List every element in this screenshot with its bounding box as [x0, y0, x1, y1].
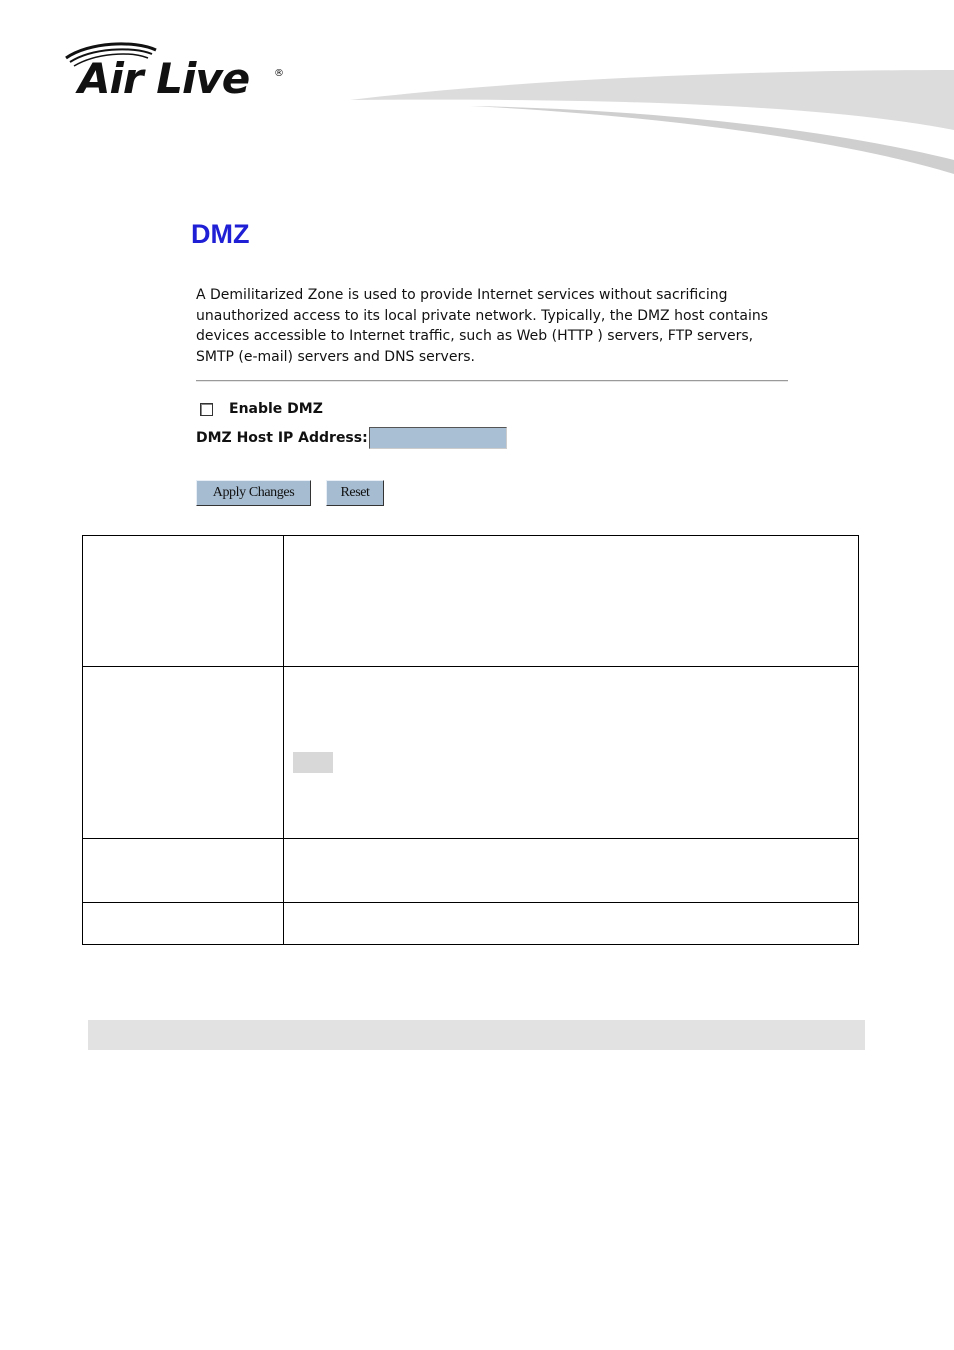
- dmz-host-row: [196, 425, 507, 451]
- dmz-host-ip-label: DMZ Host IP Address:: [196, 430, 368, 446]
- table-row: [83, 536, 859, 667]
- dmz-host-ip-input[interactable]: [369, 427, 507, 449]
- table-cell-description: [284, 536, 859, 667]
- apply-changes-button[interactable]: Apply Changes: [196, 480, 311, 506]
- divider: [196, 380, 788, 382]
- table-row: [83, 667, 859, 839]
- airlive-logo: [64, 40, 294, 110]
- table-row: [83, 903, 859, 945]
- enable-dmz-row: [200, 399, 323, 419]
- table-cell-description: [284, 667, 859, 839]
- table-cell-label: [83, 536, 284, 667]
- table-row: [83, 839, 859, 903]
- enable-dmz-checkbox[interactable]: [200, 403, 213, 416]
- section-heading-bar: [88, 1020, 865, 1050]
- table-cell-description: [284, 839, 859, 903]
- reset-button[interactable]: Reset: [326, 480, 384, 506]
- registered-mark: ®: [274, 68, 284, 79]
- enable-dmz-label: Enable DMZ: [229, 401, 323, 417]
- table-cell-label: [83, 903, 284, 945]
- table-cell-label: [83, 839, 284, 903]
- header-swoosh-graphic: [350, 64, 954, 176]
- dmz-description: A Demilitarized Zone is used to provide Internet services without sacrificing unauthorized access to its local private network. Typically, the DMZ host contains devices accessible to Internet traffic, such as Web (HTTP ) servers, FTP servers, SMTP (e-mail) servers and DNS servers.: [196, 287, 769, 365]
- table-cell-label: [83, 667, 284, 839]
- logo-text: Air Live: [78, 54, 250, 103]
- page-title: DMZ: [191, 219, 250, 249]
- field-description-table: [82, 535, 859, 945]
- table-cell-description: [284, 903, 859, 945]
- highlight-box: [293, 752, 333, 773]
